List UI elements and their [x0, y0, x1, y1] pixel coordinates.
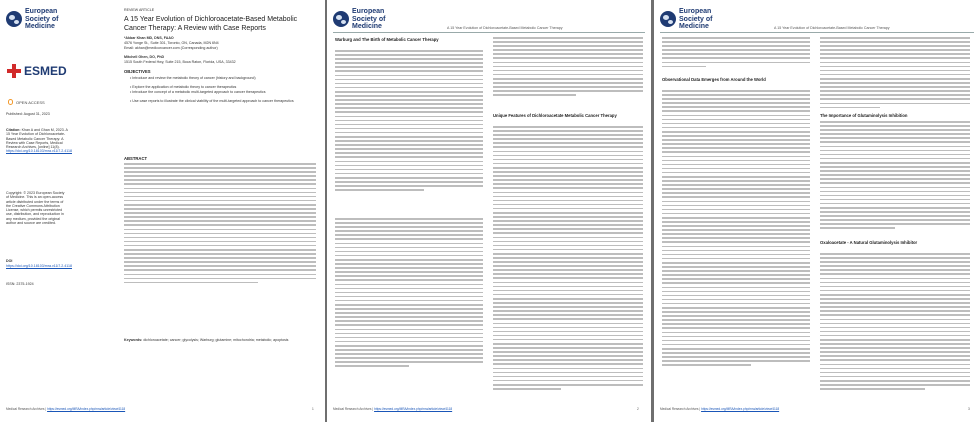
header-rule [660, 32, 974, 33]
page-number: 3 [968, 407, 970, 411]
document-page-3 [654, 0, 980, 422]
objective-item: • Explore the application of metabolic theory to cancer therapeutics [130, 85, 237, 89]
published-date: Published: August 31, 2023 [6, 112, 50, 116]
article-title: A 15 Year Evolution of Dichloroacetate-Based Metabolic Cancer Therapy: A Review with Case Reports [124, 16, 298, 32]
citation-block: Citation: Khan A and Ghan M, 2023. A 15 Year Evolution of Dichloroacetate-Based Metabolic Cancer Therapy: A Review with Case Reports, Medical Research Archives, [online] 11(8). https://doi.org/10.18103/mra.v11i7.2.4118 [6, 128, 72, 154]
medical-cross-icon [7, 64, 21, 78]
body-text [493, 37, 643, 98]
section-heading: Unique Features of Dichloroacetate Metabolic Cancer Therapy [493, 113, 617, 118]
section-heading: Oxaloacetate - A Natural Glutaminolysis Inhibitor [820, 240, 918, 245]
section-heading: The Importance of Glutaminolysis Inhibition [820, 113, 908, 118]
corresponding-email: Email: akhan@medicorcancer.com (Corresponding author) [124, 46, 218, 50]
citation-doi-link[interactable]: https://doi.org/10.18103/mra.v11i7.2.4118 [6, 149, 72, 154]
section-heading: Warburg and The Birth of Metabolic Cancer Therapy [335, 37, 439, 42]
footer-url-link[interactable]: https://esmed.org/MRA/index.php/mra/article/view/4118 [47, 407, 126, 411]
footer: Medical Research Archives | https://esmed.org/MRA/index.php/mra/article/view/4118 [660, 407, 780, 411]
doi-link[interactable]: https://doi.org/10.18103/mra.v11i7.2.4118 [6, 264, 72, 268]
body-text [820, 121, 970, 232]
copyright-notice: Copyright: © 2023 European Society of Medicine. This is an open-access article distributed under the terms of the Creative Commons Attribution License, which permits unrestricted use, distribution, and reproduction in any medium, provided the original author and source are credited. [6, 191, 65, 226]
page-number: 1 [312, 407, 314, 411]
keywords: Keywords: dichloroacetate; cancer; glycolysis; Warburg; glutamine; mitochondria; metabolic; apoptosis [124, 338, 289, 342]
document-page-1 [0, 0, 325, 422]
document-page-2 [327, 0, 651, 422]
affiliation-1: 4576 Yonge St., Suite 301, Toronto, ON, Canada, M2N 6N4 [124, 41, 219, 45]
header-rule [333, 32, 645, 33]
page-number: 2 [637, 407, 639, 411]
issn: ISSN: 2375-1924 [6, 282, 34, 286]
body-text [493, 126, 643, 392]
society-name: European Society of Medicine [25, 8, 59, 30]
footer-url-link[interactable]: https://esmed.org/MRA/index.php/mra/article/view/4118 [374, 407, 453, 411]
footer: Medical Research Archives | https://esmed.org/MRA/index.php/mra/article/view/4118 [333, 407, 453, 411]
objective-item: • Introduce and review the metabolic theory of cancer (history and background) [130, 76, 256, 80]
article-type: REVIEW ARTICLE [124, 8, 155, 12]
objectives-heading: OBJECTIVES [124, 69, 151, 74]
open-lock-icon [8, 99, 13, 105]
affiliation-2: 1515 South Federal Hwy, Suite 215, Boca Raton, Florida, USA, 33432 [124, 60, 236, 64]
abstract-heading: ABSTRACT [124, 156, 148, 161]
footer: Medical Research Archives | https://esmed.org/MRA/index.php/mra/article/view/4118 [6, 407, 126, 411]
globe-icon [333, 11, 349, 27]
body-text [662, 90, 810, 368]
open-access-badge: OPEN ACCESS [8, 99, 45, 105]
body-text [335, 218, 483, 369]
running-head: A 15 Year Evolution of Dichloroacetate-Based Metabolic Cancer Therapy [774, 26, 890, 30]
abstract-text [124, 163, 316, 286]
objective-item: • Use case reports to illustrate the clinical viability of the multi-targeted approach to cancer therapeutics [130, 99, 294, 103]
society-logo [6, 8, 83, 31]
society-name: European Society of Medicine [352, 8, 386, 30]
society-logo [333, 8, 410, 31]
body-text [662, 37, 810, 70]
objective-item: • Introduce the concept of a metabolic multi-targeted approach to cancer therapeutics [130, 90, 266, 94]
author-2: Mitchell Ghen, DO, PhD [124, 55, 165, 59]
globe-icon [6, 11, 22, 27]
running-head: A 15 Year Evolution of Dichloroacetate-Based Metabolic Cancer Therapy [447, 26, 563, 30]
body-text [820, 253, 970, 392]
society-logo [660, 8, 737, 31]
footer-url-link[interactable]: https://esmed.org/MRA/index.php/mra/article/view/4118 [701, 407, 780, 411]
society-name: European Society of Medicine [679, 8, 713, 30]
esmed-logo: ESMED [7, 64, 67, 78]
doi-label: DOI [6, 259, 13, 263]
section-heading: Observational Data Emerges from Around the World [662, 77, 766, 82]
globe-icon [660, 11, 676, 27]
body-text [820, 37, 970, 111]
body-text [335, 50, 483, 193]
author-1: *Akbar Khan MD, DNS, FAAO [124, 36, 174, 40]
